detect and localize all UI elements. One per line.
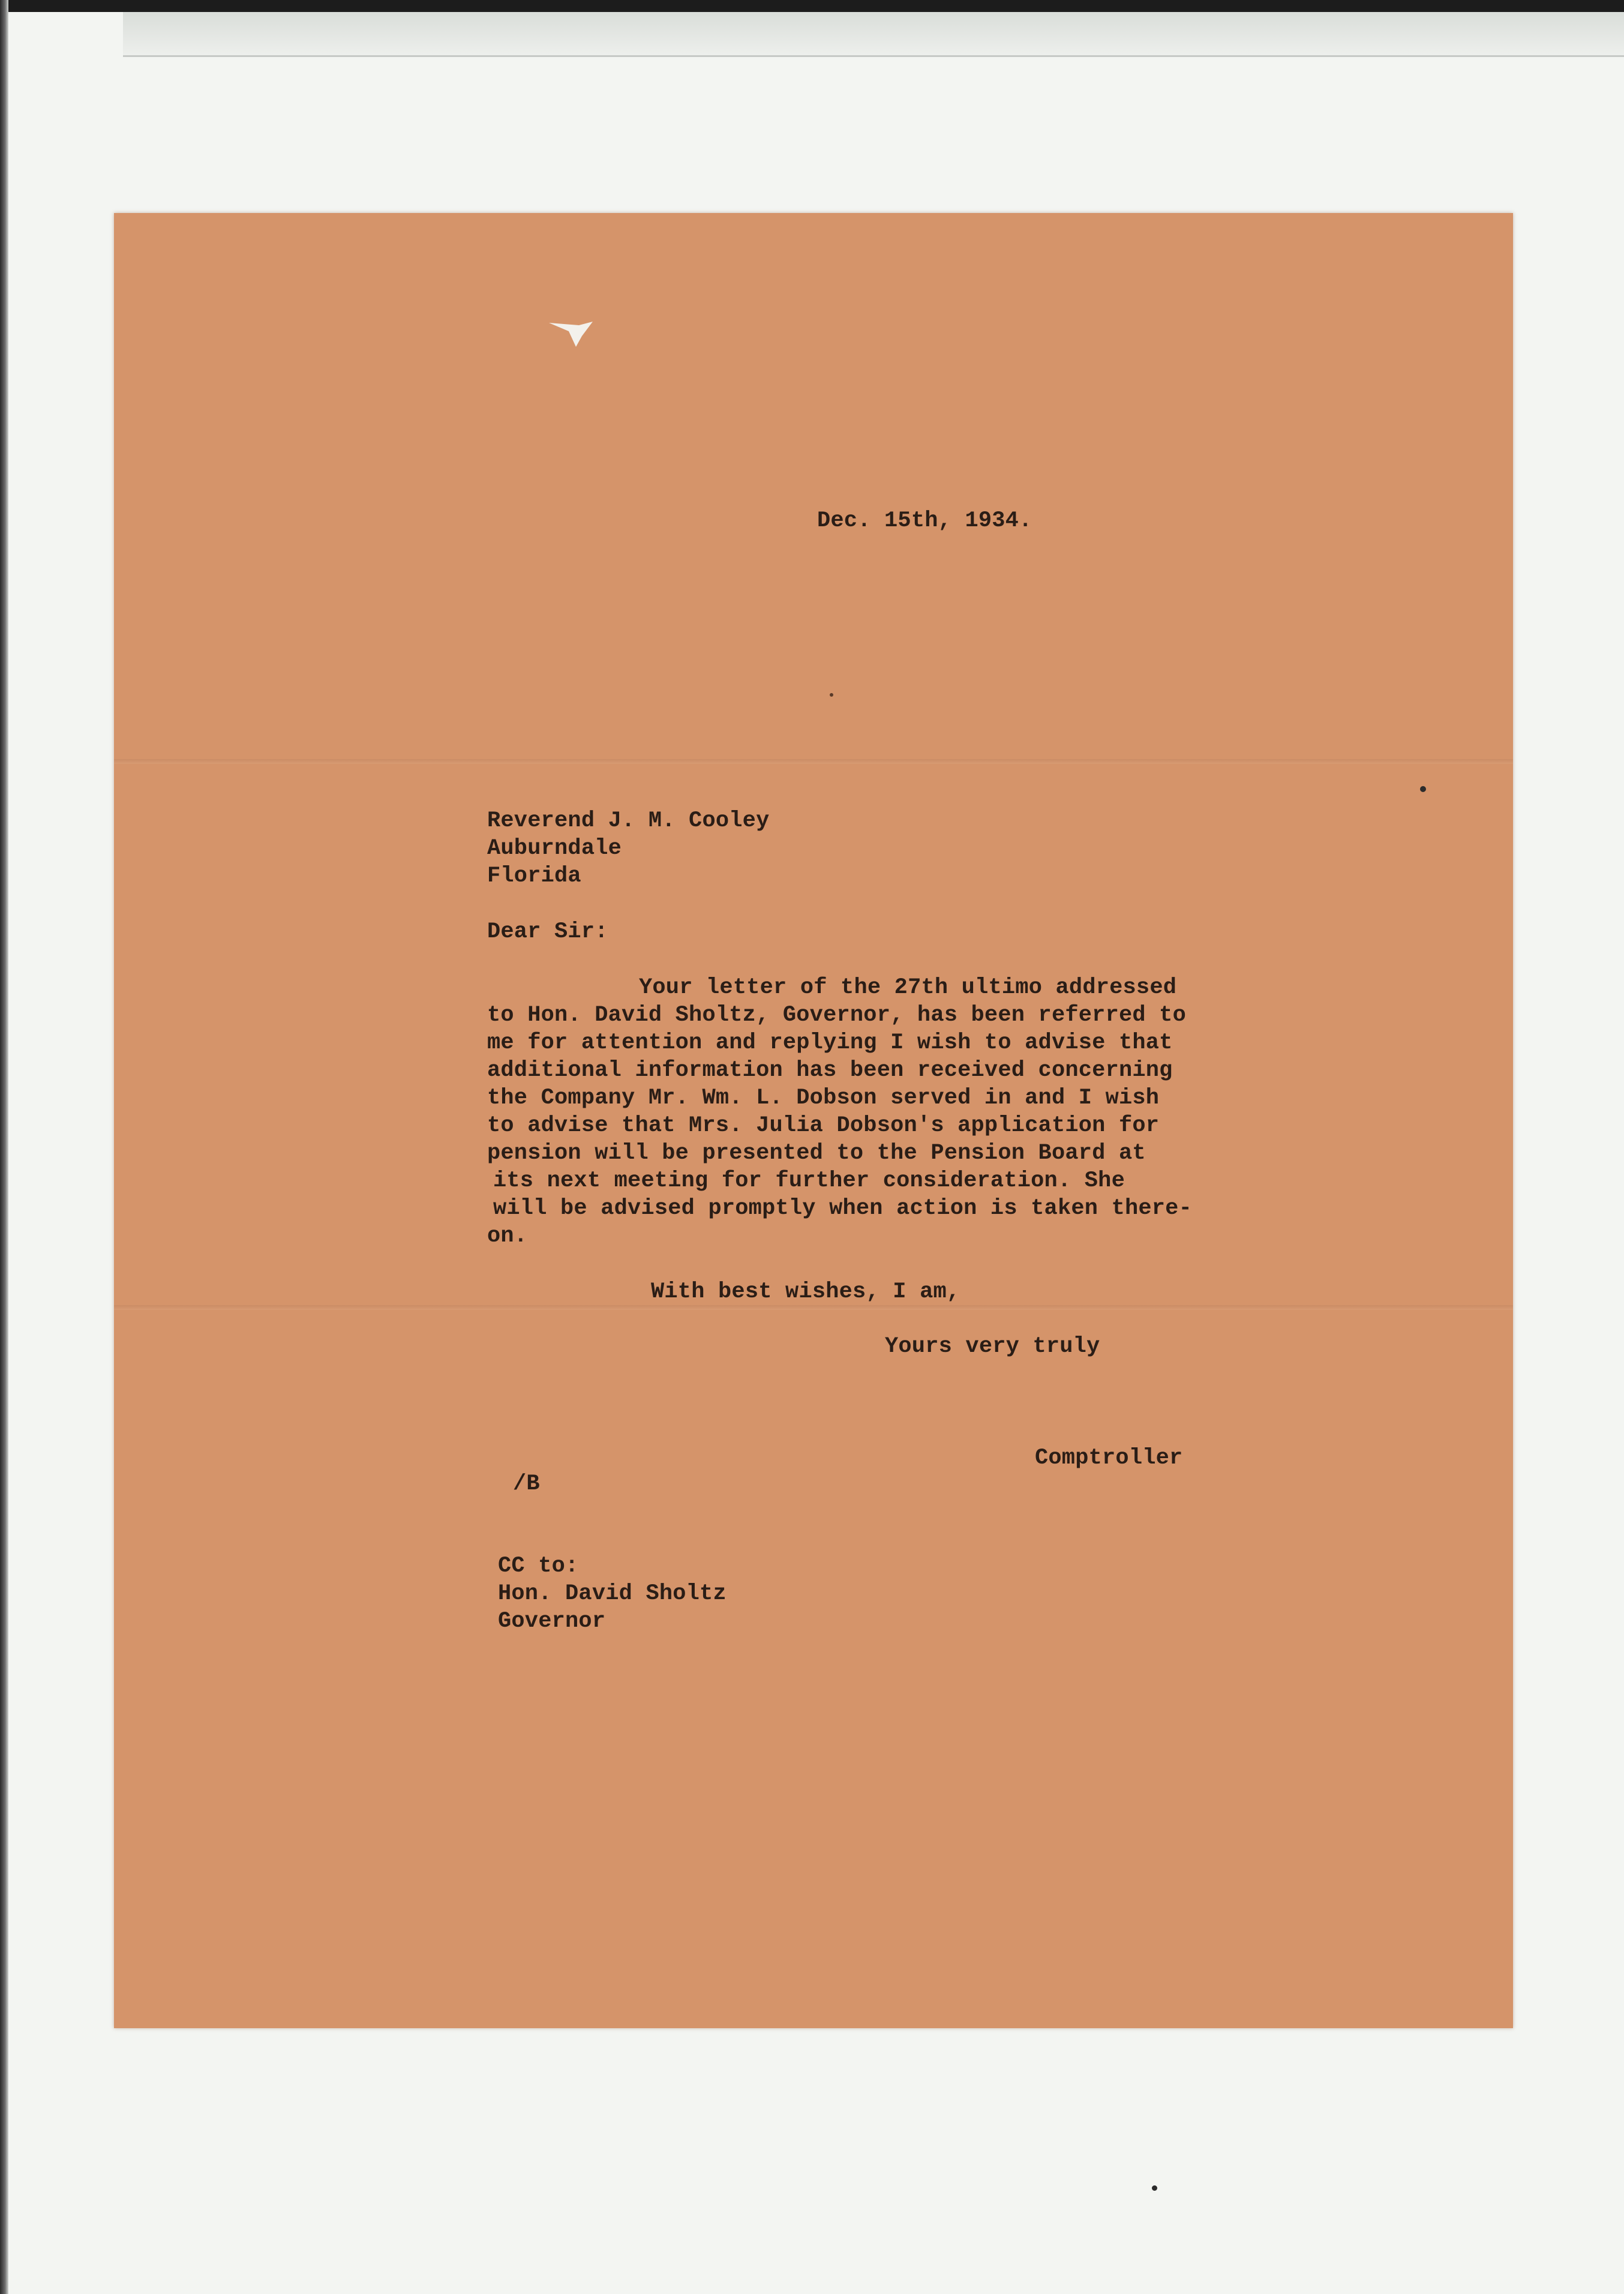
- cc-title: Governor: [498, 1609, 606, 1634]
- body-line: its next meeting for further consideration. She: [493, 1168, 1125, 1194]
- paper-speck: [1420, 786, 1426, 792]
- cc-name: Hon. David Sholtz: [498, 1581, 727, 1606]
- body-line: additional information has been received concerning: [487, 1058, 1173, 1083]
- recipient-state: Florida: [487, 863, 581, 889]
- recipient-name: Reverend J. M. Cooley: [487, 808, 770, 833]
- mount-line: [123, 55, 1624, 57]
- mount-shadow: [123, 12, 1624, 57]
- scan-speck: [1152, 2185, 1157, 2191]
- body-line: to advise that Mrs. Julia Dobson's application for: [487, 1113, 1160, 1138]
- scan-left-edge: [0, 0, 8, 2294]
- body-line: pension will be presented to the Pension Board at: [487, 1141, 1146, 1166]
- recipient-city: Auburndale: [487, 836, 622, 861]
- signature-title: Comptroller: [1035, 1446, 1183, 1471]
- body-line: on.: [487, 1224, 528, 1249]
- body-line: will be advised promptly when action is taken there-: [493, 1196, 1192, 1221]
- scan-top-border: [0, 0, 1624, 12]
- letter-date: Dec. 15th, 1934.: [817, 508, 1032, 533]
- closing-remark: With best wishes, I am,: [651, 1279, 960, 1305]
- body-line: to Hon. David Sholtz, Governor, has been referred to: [487, 1003, 1186, 1028]
- complimentary-close: Yours very truly: [885, 1334, 1100, 1359]
- paper-tear-mark: [546, 318, 594, 354]
- body-line: the Company Mr. Wm. L. Dobson served in and I wish: [487, 1085, 1160, 1111]
- letter-page: [114, 213, 1513, 2028]
- cc-label: CC to:: [498, 1554, 579, 1579]
- typist-initials: /B: [513, 1471, 540, 1497]
- body-line: me for attention and replying I wish to advise that: [487, 1030, 1173, 1055]
- body-line: Your letter of the 27th ultimo addressed: [639, 975, 1177, 1000]
- paper-speck: [830, 693, 833, 697]
- salutation: Dear Sir:: [487, 919, 608, 944]
